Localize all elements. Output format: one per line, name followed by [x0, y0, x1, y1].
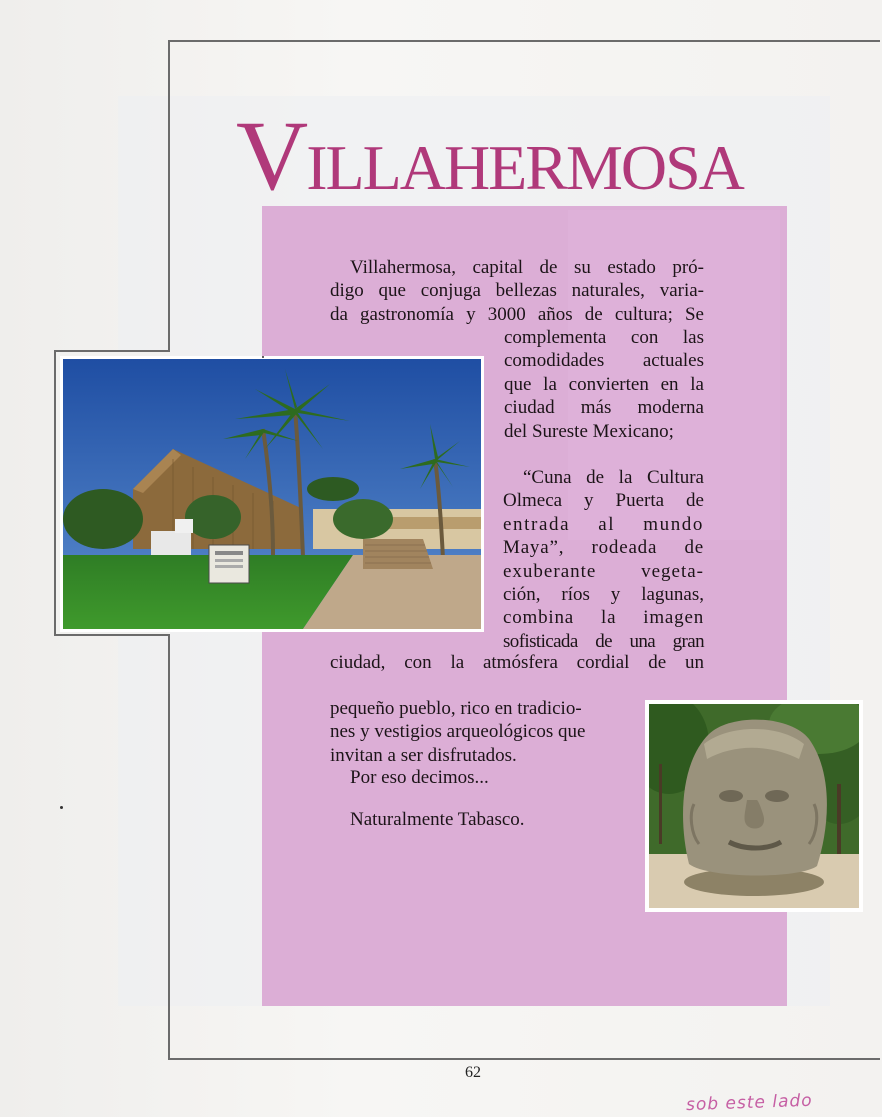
- title-initial: V: [236, 100, 307, 211]
- text-line: nes y vestigios arqueológicos que: [330, 721, 586, 743]
- paragraph-2-short: [330, 697, 635, 767]
- scan-speck: [262, 356, 264, 358]
- text-line: Maya”, rodeada de: [503, 537, 704, 559]
- page-title: [236, 100, 796, 211]
- text-line: exuberante vegeta-: [503, 560, 704, 582]
- scan-speck: [60, 806, 63, 809]
- page-number: 62: [465, 1064, 481, 1081]
- text-line: Villahermosa, capital de su estado pró-: [350, 257, 704, 278]
- text-line: combina la imagen: [503, 607, 704, 629]
- paragraph-1-full-width: [330, 256, 704, 326]
- text-line: ciudad más moderna: [504, 397, 704, 419]
- text-line: da gastronomía y 3000 años de cultura; Se: [330, 303, 704, 325]
- paragraph-2-full-width: [330, 651, 704, 674]
- text-line: entrada al mundo: [503, 513, 704, 535]
- text-line: que la convierten en la: [504, 373, 704, 395]
- text-line: Olmeca y Puerta de: [503, 490, 704, 512]
- text-line: digo que conjuga bellezas naturales, varia-: [330, 280, 704, 302]
- olmec-head-illustration: [649, 704, 859, 908]
- text-line: comodidades actuales: [504, 350, 704, 372]
- text-line: del Sureste Mexicano;: [504, 420, 674, 442]
- text-line: complementa con las: [504, 327, 704, 348]
- paragraph-2-narrow: [503, 466, 704, 653]
- museum-photo: [60, 356, 484, 632]
- text-line: invitan a ser disfrutados.: [330, 744, 517, 766]
- text-line: “Cuna de la Cultura: [523, 467, 704, 488]
- paragraph-1-narrow: [504, 326, 704, 443]
- olmec-head-photo: [645, 700, 863, 912]
- paragraph-4: Naturalmente Tabasco.: [350, 809, 525, 830]
- museum-photo-illustration: [63, 359, 481, 629]
- text-line: ciudad, con la atmósfera cordial de un: [330, 652, 704, 673]
- handwritten-note: sob este lado: [685, 1090, 813, 1116]
- title-rest: ILLAHERMOSA: [306, 132, 743, 203]
- text-line: pequeño pueblo, rico en tradicio-: [330, 698, 582, 719]
- paragraph-3: Por eso decimos...: [350, 767, 489, 788]
- text-line: ción, ríos y lagunas,: [503, 584, 704, 606]
- text-line: sofisticada de una gran: [503, 630, 704, 652]
